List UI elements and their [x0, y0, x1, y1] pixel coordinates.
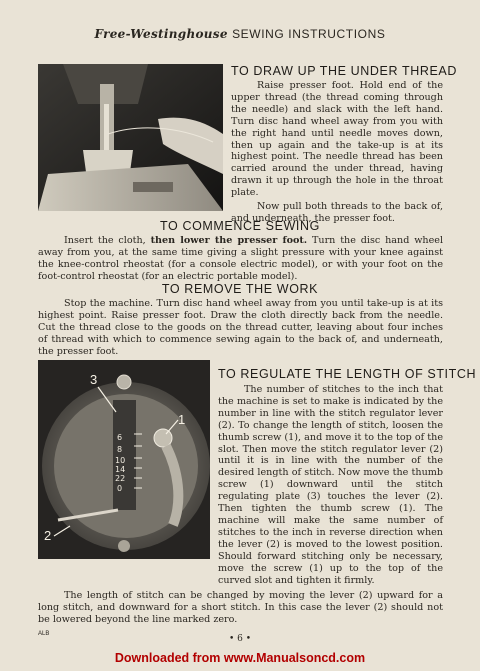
- scale-8: 8: [117, 445, 123, 454]
- page-header: [0, 26, 480, 41]
- regulate-paragraph-2: The length of stitch can be changed by moving the lever (2) upward for a long stitch, and downward for a short stitch. In this case the lever (2) should not be lowered beyond the line marked zero.: [38, 590, 443, 625]
- draw-up-text: [231, 80, 443, 225]
- stitch-regulator-photo: [38, 360, 210, 559]
- scale-22: 22: [115, 474, 126, 483]
- brand-logo: Free-Westinghouse: [94, 27, 228, 41]
- sewing-needle-photo: [38, 64, 223, 211]
- draw-up-paragraph-2: Now pull both threads to the back of, and underneath, the presser foot.: [231, 201, 443, 224]
- callout-1: 1: [178, 412, 186, 427]
- draw-up-paragraph-1: Raise presser foot. Hold end of the upper thread (the thread coming through the needle) and slack with the left hand. Turn disc hand wheel away from you with the right hand until needle moves down, then up again and the take-up is at its highest point. The needle thread has been carried around the under thread, having drawn it up through the hole in the throat plate.: [231, 80, 443, 199]
- commence-text-b: Turn the disc hand wheel away from you, at the same time giving a slight pressure with your knee against the knee-control rheostat (for a console electric model), or with your foot on the foot-control rheostat (for an electric portable model).: [38, 235, 444, 282]
- heading-remove-work: TO REMOVE THE WORK: [161, 282, 319, 296]
- photo-stitch-regulator: [38, 360, 210, 559]
- heading-draw-up-thread: TO DRAW UP THE UNDER THREAD: [231, 64, 457, 78]
- commence-text-bold: then lower the presser foot.: [150, 235, 308, 246]
- regulate-text-bottom: [38, 590, 443, 626]
- scale-6: 6: [117, 433, 123, 442]
- download-banner[interactable]: Downloaded from www.Manualsoncd.com: [114, 651, 366, 665]
- page-number: • 6 •: [228, 634, 252, 644]
- scale-10: 10: [115, 456, 126, 465]
- heading-regulate-stitch: TO REGULATE THE LENGTH OF STITCH: [218, 367, 477, 381]
- remove-text: Stop the machine. Turn disc hand wheel away from you until take-up is at its highest point. Raise presser foot. Draw the cloth directly back from the needle. Cut the thread close to the goods on the thread cutter, leaving about four inches of thread with which to commence sewing again to the back of, and underneath, the presser foot.: [38, 298, 443, 357]
- commence-text: [38, 235, 443, 283]
- photo-draw-thread: [38, 64, 223, 211]
- regulate-text-column: [218, 384, 443, 586]
- regulate-paragraph-1: The number of stitches to the inch that the machine is set to make is indicated by the number in line with the stitch regulator lever (2). To change the length of stitch, loosen the thumb screw (1), and move it to the top of the slot. Then move the stitch regulator lever (2) until it is in line with the number of the desired length of stitch. Now move the thumb screw (1) downward until the stitch regulating plate (3) touches the lever (2). Then tighten the thumb screw (1). The machine will make the same number of stitches to the inch in reverse direction when the lever (2) is moved to the lowest position. Should forward stitching only be necessary, move the screw (1) up to the top of the curved slot and tighten it firmly.: [218, 384, 443, 586]
- scale-14: 14: [115, 465, 126, 474]
- callout-2: 2: [44, 528, 52, 543]
- footer-code: ALB: [38, 631, 50, 637]
- heading-commence-sewing: TO COMMENCE SEWING: [160, 219, 320, 233]
- scale-0: 0: [117, 484, 123, 493]
- header-title: SEWING INSTRUCTIONS: [232, 27, 386, 41]
- callout-3: 3: [90, 372, 98, 387]
- commence-text-a: Insert the cloth,: [64, 235, 151, 246]
